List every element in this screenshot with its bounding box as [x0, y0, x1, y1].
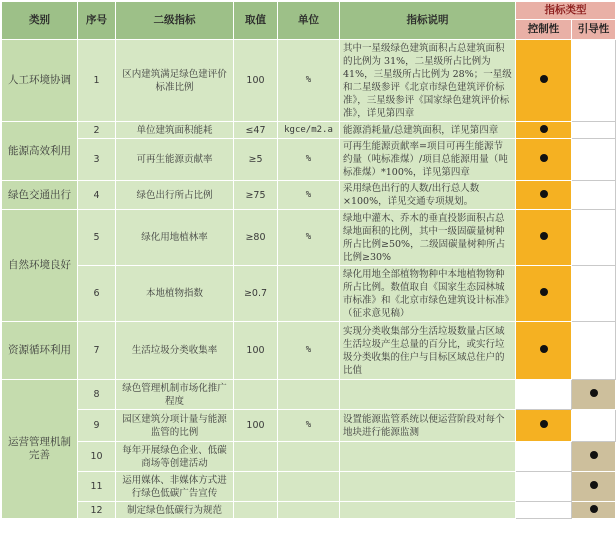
table-row	[2, 40, 616, 122]
bullet-icon	[540, 75, 548, 83]
unit-cell	[278, 442, 340, 472]
category-cell: 能源高效利用	[2, 122, 78, 181]
bullet-icon	[540, 154, 548, 162]
table-row	[2, 442, 616, 472]
value-cell: ≥80	[234, 210, 278, 266]
header-type: 指标类型	[516, 2, 616, 20]
unit-cell	[278, 380, 340, 410]
guide-cell	[572, 472, 616, 502]
control-cell	[516, 139, 572, 181]
indicator-table	[1, 1, 616, 519]
table-row	[2, 210, 616, 266]
guide-cell	[572, 380, 616, 410]
unit-cell	[278, 266, 340, 322]
seq-cell: 5	[78, 210, 116, 266]
value-cell: 100	[234, 322, 278, 380]
header-unit: 单位	[278, 2, 340, 40]
control-cell	[516, 410, 572, 442]
header-category: 类别	[2, 2, 78, 40]
indicator-cell: 绿化用地植林率	[116, 210, 234, 266]
guide-cell	[572, 181, 616, 210]
control-cell	[516, 380, 572, 410]
seq-cell: 3	[78, 139, 116, 181]
description-cell: 实现分类收集部分生活垃圾数量占区域生活垃圾产生总量的百分比，或实行垃圾分类收集的住户与目标区域总住户的比值	[340, 322, 516, 380]
seq-cell: 2	[78, 122, 116, 139]
table-row	[2, 322, 616, 380]
description-cell: 设置能源监管系统以便运营阶段对每个地块进行能源监测	[340, 410, 516, 442]
description-cell: 采用绿色出行的人数/出行总人数×100%，详见交通专项规划。	[340, 181, 516, 210]
value-cell: ≥0.7	[234, 266, 278, 322]
header-value: 取值	[234, 2, 278, 40]
control-cell	[516, 122, 572, 139]
value-cell: ≥5	[234, 139, 278, 181]
header-guide: 引导性	[572, 20, 616, 40]
value-cell: ≤47	[234, 122, 278, 139]
control-cell	[516, 40, 572, 122]
table-row	[2, 410, 616, 442]
bullet-icon	[540, 232, 548, 240]
category-cell: 自然环境良好	[2, 210, 78, 322]
indicator-cell: 生活垃圾分类收集率	[116, 322, 234, 380]
value-cell	[234, 472, 278, 502]
guide-cell	[572, 210, 616, 266]
seq-cell: 12	[78, 502, 116, 519]
guide-cell	[572, 266, 616, 322]
indicator-cell: 制定绿色低碳行为规范	[116, 502, 234, 519]
indicator-cell: 园区建筑分项计量与能源监管的比例	[116, 410, 234, 442]
value-cell: 100	[234, 40, 278, 122]
header-indicator: 二级指标	[116, 2, 234, 40]
bullet-icon	[590, 505, 598, 513]
indicator-cell: 可再生能源贡献率	[116, 139, 234, 181]
guide-cell	[572, 40, 616, 122]
indicator-cell: 绿色管理机制市场化推广程度	[116, 380, 234, 410]
seq-cell: 10	[78, 442, 116, 472]
description-cell	[340, 472, 516, 502]
value-cell: 100	[234, 410, 278, 442]
description-cell	[340, 502, 516, 519]
unit-cell: %	[278, 181, 340, 210]
header-control: 控制性	[516, 20, 572, 40]
control-cell	[516, 322, 572, 380]
guide-cell	[572, 410, 616, 442]
value-cell	[234, 502, 278, 519]
description-cell: 其中一星级绿色建筑面积占总建筑面积的比例为 31%，二星级所占比例为 41%，三星级所占比例为 28%；一星级和二星级参评《北京市绿色建筑评价标准》，三星级参评《国家绿色建筑评价标准》，详见第四章	[340, 40, 516, 122]
table-row	[2, 181, 616, 210]
control-cell	[516, 472, 572, 502]
control-cell	[516, 502, 572, 519]
bullet-icon	[590, 451, 598, 459]
guide-cell	[572, 122, 616, 139]
bullet-icon	[540, 420, 548, 428]
guide-cell	[572, 442, 616, 472]
control-cell	[516, 181, 572, 210]
indicator-cell: 运用媒体、非媒体方式进行绿色低碳广告宣传	[116, 472, 234, 502]
table-row	[2, 122, 616, 139]
seq-cell: 7	[78, 322, 116, 380]
unit-cell: %	[278, 40, 340, 122]
value-cell	[234, 442, 278, 472]
value-cell	[234, 380, 278, 410]
table-row	[2, 380, 616, 410]
unit-cell: %	[278, 410, 340, 442]
control-cell	[516, 210, 572, 266]
indicator-cell: 每年开展绿色企业、低碳商场等创建活动	[116, 442, 234, 472]
unit-cell: %	[278, 210, 340, 266]
category-cell: 资源循环利用	[2, 322, 78, 380]
seq-cell: 6	[78, 266, 116, 322]
description-cell: 绿化用地全部植物物种中本地植物物种所占比例。数值取自《国家生态园林城市标准》和《北京市绿色建筑设计标准》（征求意见稿）	[340, 266, 516, 322]
seq-cell: 11	[78, 472, 116, 502]
seq-cell: 4	[78, 181, 116, 210]
category-cell: 运营管理机制完善	[2, 380, 78, 519]
guide-cell	[572, 322, 616, 380]
seq-cell: 1	[78, 40, 116, 122]
description-cell	[340, 442, 516, 472]
unit-cell: %	[278, 322, 340, 380]
guide-cell	[572, 502, 616, 519]
table-row	[2, 472, 616, 502]
bullet-icon	[540, 288, 548, 296]
table-row	[2, 266, 616, 322]
header-seq: 序号	[78, 2, 116, 40]
indicator-cell: 本地植物指数	[116, 266, 234, 322]
description-cell	[340, 380, 516, 410]
indicator-cell: 区内建筑满足绿色建评价标准比例	[116, 40, 234, 122]
guide-cell	[572, 139, 616, 181]
unit-cell	[278, 502, 340, 519]
category-cell: 人工环境协调	[2, 40, 78, 122]
unit-cell	[278, 472, 340, 502]
bullet-icon	[590, 389, 598, 397]
bullet-icon	[540, 190, 548, 198]
unit-cell: %	[278, 139, 340, 181]
description-cell: 能源消耗量/总建筑面积，详见第四章	[340, 122, 516, 139]
seq-cell: 8	[78, 380, 116, 410]
description-cell: 绿地中灌木、乔木的垂直投影面积占总绿地面积的比例，其中一级固碳量树种所占比例≥50%，二级固碳量树种所占比例≥30%	[340, 210, 516, 266]
table-row	[2, 502, 616, 519]
category-cell: 绿色交通出行	[2, 181, 78, 210]
bullet-icon	[540, 345, 548, 353]
control-cell	[516, 266, 572, 322]
table-row	[2, 139, 616, 181]
control-cell	[516, 442, 572, 472]
value-cell: ≥75	[234, 181, 278, 210]
bullet-icon	[590, 481, 598, 489]
unit-cell: kgce/m2.a	[278, 122, 340, 139]
indicator-cell: 绿色出行所占比例	[116, 181, 234, 210]
description-cell: 可再生能源贡献率=项目可再生能源节约量（吨标准煤）/项目总能源用量（吨标准煤）*100%，详见第四章	[340, 139, 516, 181]
bullet-icon	[540, 125, 548, 133]
header-description: 指标说明	[340, 2, 516, 40]
indicator-cell: 单位建筑面积能耗	[116, 122, 234, 139]
seq-cell: 9	[78, 410, 116, 442]
